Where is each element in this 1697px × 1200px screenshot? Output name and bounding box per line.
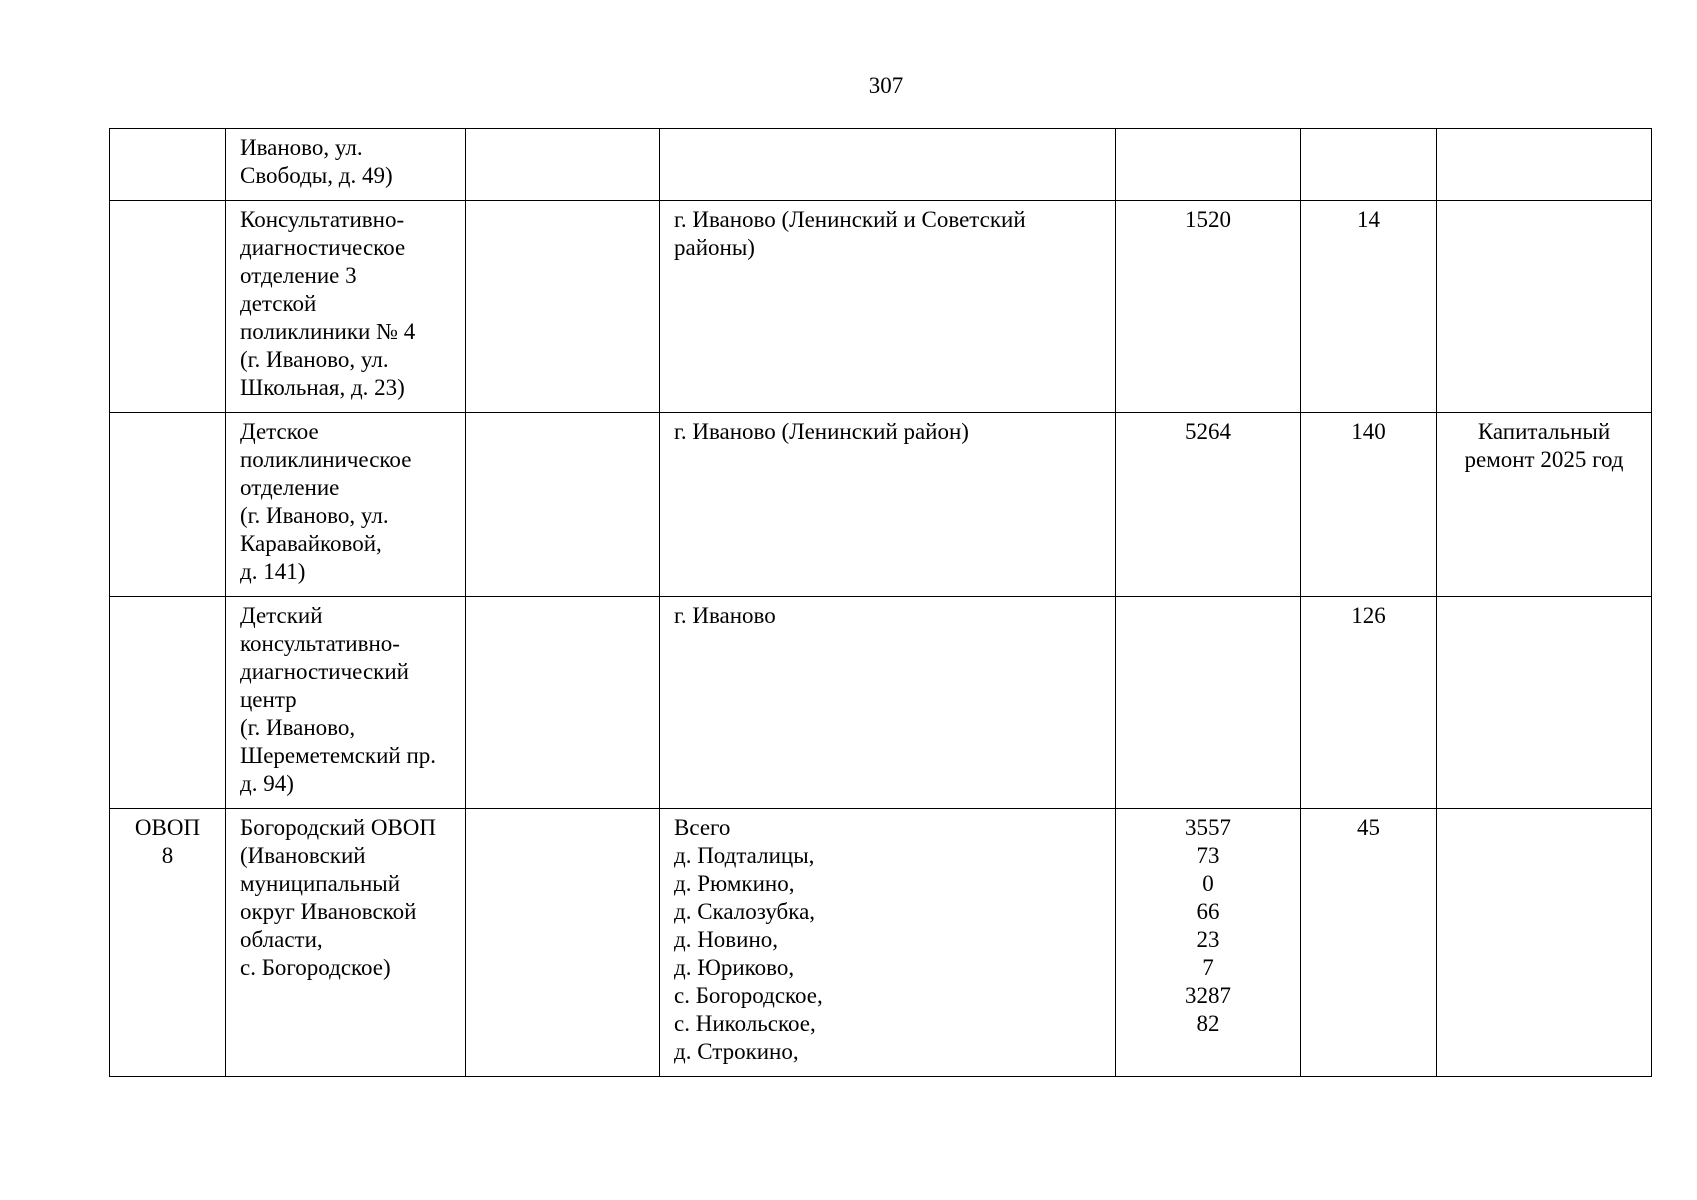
name-line: Богородский ОВОП: [240, 815, 437, 840]
name-line: области,: [240, 927, 323, 952]
area-cell: [660, 201, 1116, 413]
table-row: [110, 129, 1652, 201]
name-line: Свободы, д. 49): [240, 163, 393, 188]
population-value: 82: [1196, 1011, 1220, 1036]
name-line: округ Ивановской: [240, 899, 417, 924]
population-value: 73: [1196, 843, 1220, 868]
code-cell: [110, 129, 226, 201]
name-line: диагностический: [240, 659, 409, 684]
name-cell: [226, 413, 466, 597]
note-cell: [1437, 413, 1652, 597]
area-line: г. Иваново (Ленинский район): [674, 419, 969, 444]
name-line: с. Богородское): [240, 955, 391, 980]
name-line: муниципальный: [240, 871, 401, 896]
name-line: Иваново, ул.: [240, 135, 363, 160]
code-cell: [110, 809, 226, 1077]
population-cell: [1116, 413, 1301, 597]
page-number: 307: [868, 73, 904, 98]
count-cell: 45: [1301, 809, 1437, 1077]
name-line: центр: [240, 687, 297, 712]
area-line: с. Никольское,: [674, 1011, 816, 1036]
area-line: с. Богородское,: [674, 983, 823, 1008]
name-line: Школьная, д. 23): [240, 375, 405, 400]
area-line: д. Строкино,: [674, 1039, 799, 1064]
count-cell: 140: [1301, 413, 1437, 597]
count-cell: [1301, 129, 1437, 201]
name-line: Каравайковой,: [240, 531, 382, 556]
population-value: 7: [1202, 955, 1214, 980]
empty-cell: [466, 809, 660, 1077]
code-line: 8: [161, 843, 174, 868]
population-cell: [1116, 809, 1301, 1077]
note-cell: [1437, 129, 1652, 201]
population-value: 1520: [1185, 207, 1231, 232]
empty-cell: [466, 129, 660, 201]
name-line: консультативно-: [240, 631, 400, 656]
population-value: 3557: [1185, 815, 1231, 840]
population-value: 3287: [1185, 983, 1231, 1008]
empty-cell: [466, 201, 660, 413]
name-line: (г. Иваново, ул.: [240, 347, 389, 372]
population-value: 0: [1202, 871, 1214, 896]
area-line: д. Юриково,: [674, 955, 795, 980]
area-line: д. Скалозубка,: [674, 899, 816, 924]
name-cell: [226, 809, 466, 1077]
population-cell: [1116, 201, 1301, 413]
note-line: Капитальный: [1477, 419, 1611, 444]
population-cell: [1116, 129, 1301, 201]
code-cell: [110, 201, 226, 413]
name-line: (г. Иваново,: [240, 715, 356, 740]
code-line: ОВОП: [134, 815, 201, 840]
note-cell: [1437, 201, 1652, 413]
name-line: поликлиники № 4: [240, 319, 416, 344]
table-row: [110, 597, 1652, 809]
name-cell: [226, 597, 466, 809]
area-cell: [660, 809, 1116, 1077]
name-line: диагностическое: [240, 235, 406, 260]
area-line: д. Подталицы,: [674, 843, 815, 868]
area-line: д. Рюмкино,: [674, 871, 795, 896]
population-value: 23: [1196, 927, 1220, 952]
facilities-table: [109, 128, 1652, 1077]
population-value: 66: [1196, 899, 1220, 924]
count-cell: 14: [1301, 201, 1437, 413]
code-cell: [110, 597, 226, 809]
name-line: (Ивановский: [240, 843, 366, 868]
empty-cell: [466, 413, 660, 597]
area-cell: [660, 413, 1116, 597]
area-line: г. Иваново: [674, 603, 776, 628]
area-cell: [660, 129, 1116, 201]
name-line: Консультативно-: [240, 207, 405, 232]
note-cell: [1437, 597, 1652, 809]
area-line: г. Иваново (Ленинский и Советский: [674, 207, 1026, 232]
name-line: Шереметемский пр.: [240, 743, 437, 768]
table-row: [110, 201, 1652, 413]
name-line: д. 94): [240, 771, 294, 796]
name-line: Детское: [240, 419, 319, 444]
note-line: ремонт 2025 год: [1464, 447, 1624, 472]
name-line: детской: [240, 291, 317, 316]
table-row: [110, 413, 1652, 597]
area-line: Всего: [674, 815, 731, 840]
note-cell: [1437, 809, 1652, 1077]
code-cell: [110, 413, 226, 597]
count-cell: 126: [1301, 597, 1437, 809]
name-line: отделение 3: [240, 263, 357, 288]
name-cell: [226, 129, 466, 201]
area-cell: [660, 597, 1116, 809]
name-line: поликлиническое: [240, 447, 412, 472]
population-cell: [1116, 597, 1301, 809]
name-line: (г. Иваново, ул.: [240, 503, 389, 528]
name-cell: [226, 201, 466, 413]
population-value: 5264: [1185, 419, 1231, 444]
area-line: районы): [674, 235, 755, 260]
area-line: д. Новино,: [674, 927, 779, 952]
name-line: д. 141): [240, 559, 306, 584]
empty-cell: [466, 597, 660, 809]
table-row: [110, 809, 1652, 1077]
name-line: Детский: [240, 603, 323, 628]
name-line: отделение: [240, 475, 340, 500]
